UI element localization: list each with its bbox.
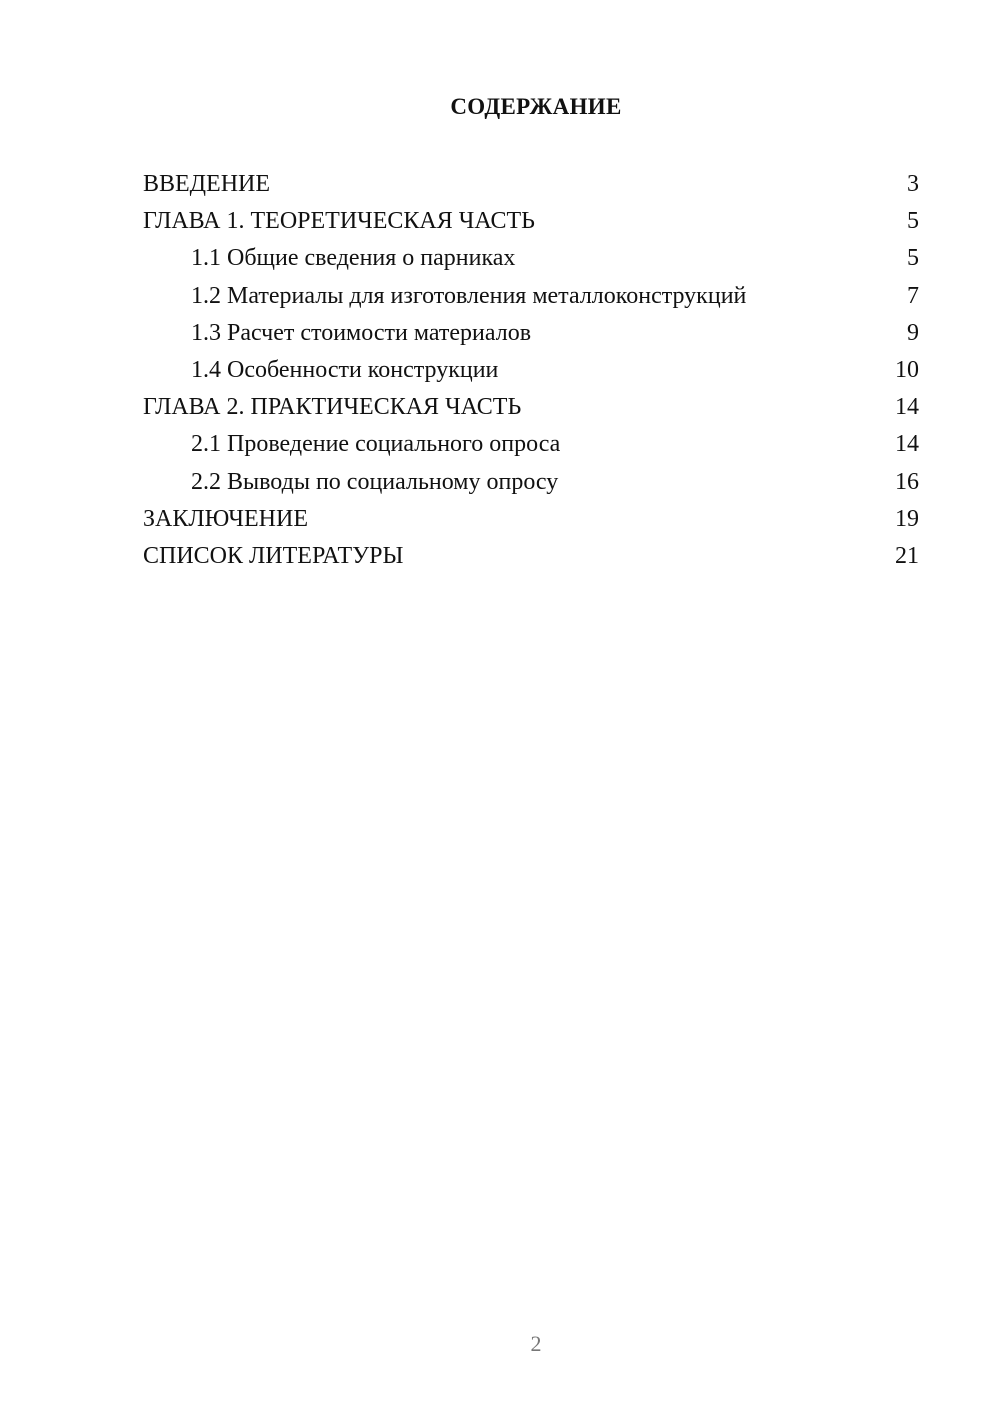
toc-entry-label: ГЛАВА 1. ТЕОРЕТИЧЕСКАЯ ЧАСТЬ bbox=[143, 208, 535, 235]
toc-entry-label: 2.2 Выводы по социальному опросу bbox=[191, 468, 559, 495]
page-title: СОДЕРЖАНИЕ bbox=[450, 94, 622, 119]
toc-entry-page: 19 bbox=[895, 505, 919, 532]
toc-entry-label: 1.3 Расчет стоимости материалов bbox=[191, 319, 532, 346]
toc-entry-page: 3 bbox=[907, 171, 919, 197]
toc-entry-label: 1.1 Общие сведения о парниках bbox=[191, 245, 516, 272]
toc-entry-section-2-1 bbox=[143, 426, 919, 463]
toc-entry-page: 21 bbox=[895, 542, 919, 569]
toc-entry-label: 1.4 Особенности конструкции bbox=[191, 356, 499, 383]
toc-entry-page: 16 bbox=[895, 468, 919, 495]
toc-entry-page: 9 bbox=[907, 319, 919, 346]
table-of-contents bbox=[143, 166, 919, 575]
toc-entry-section-1-4 bbox=[143, 352, 919, 389]
toc-entry-page: 14 bbox=[895, 431, 919, 458]
toc-entry-section-1-3 bbox=[143, 315, 919, 352]
toc-entry-label: ВВЕДЕНИЕ bbox=[143, 171, 271, 197]
toc-entry-label: ГЛАВА 2. ПРАКТИЧЕСКАЯ ЧАСТЬ bbox=[143, 394, 522, 421]
toc-entry-page: 5 bbox=[907, 245, 919, 272]
toc-entry-label: СПИСОК ЛИТЕРАТУРЫ bbox=[143, 542, 404, 569]
toc-entry-conclusion bbox=[143, 501, 919, 538]
toc-entry-chapter-2 bbox=[143, 389, 919, 426]
toc-entry-chapter-1 bbox=[143, 203, 919, 240]
toc-entry-page: 14 bbox=[895, 394, 919, 421]
toc-entry-introduction bbox=[143, 166, 919, 203]
toc-entry-label: 1.2 Материалы для изготовления металлоконструкций bbox=[191, 282, 747, 309]
toc-entry-section-2-2 bbox=[143, 464, 919, 501]
toc-entry-page: 10 bbox=[895, 356, 919, 383]
toc-entry-section-1-2 bbox=[143, 278, 919, 315]
toc-entry-references bbox=[143, 538, 919, 575]
toc-entry-page: 5 bbox=[907, 208, 919, 235]
toc-entry-section-1-1 bbox=[143, 240, 919, 277]
toc-entry-page: 7 bbox=[907, 282, 919, 309]
page-number: 2 bbox=[530, 1331, 542, 1356]
toc-entry-label: 2.1 Проведение социального опроса bbox=[191, 431, 561, 458]
toc-entry-label: ЗАКЛЮЧЕНИЕ bbox=[143, 505, 308, 532]
